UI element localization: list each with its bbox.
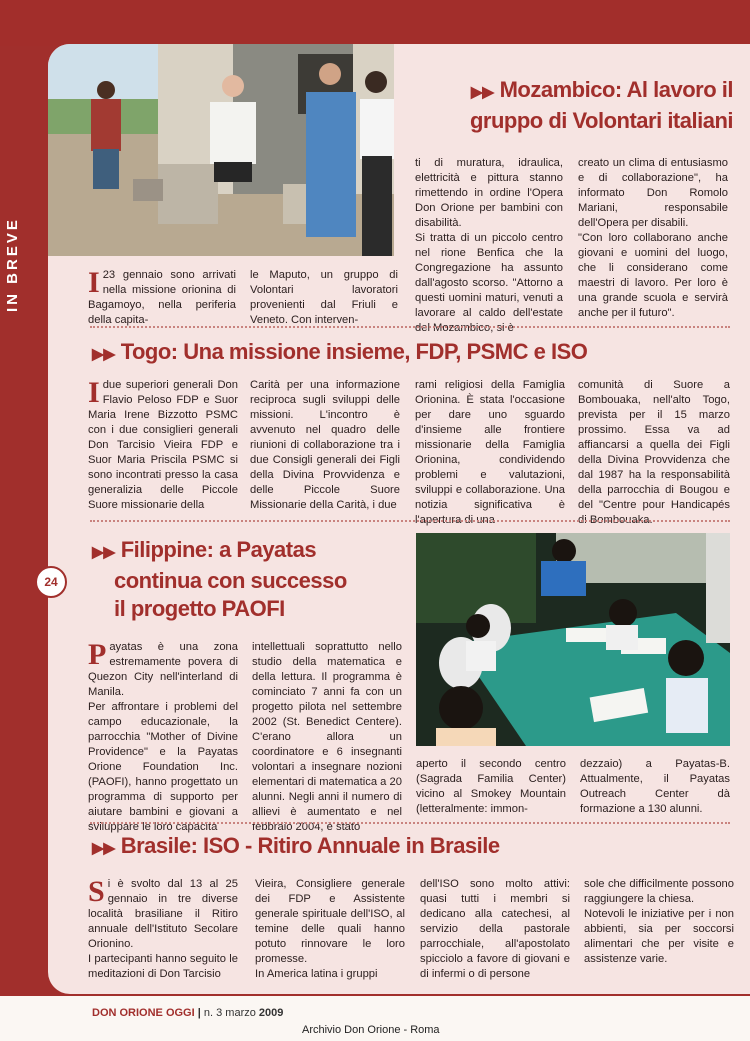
issue-year: 2009 — [258, 1007, 284, 1019]
headline-filippine: ▶▶ Filippine: a Payatas continua con successo il progetto PAOFI — [92, 537, 347, 621]
dropcap: S — [88, 875, 105, 908]
mozambico-col-2: le Maputo, un gruppo di Volontari lavoratori provenienti dal Friuli e Veneto. Con interven- — [250, 269, 398, 326]
togo-col-1: I due superiori generali Don Flavio Peloso FDP e Suor Maria Irene Bizzotto PSMC con i due consiglieri generali Don Tarcisio Vieira FDP e Suor Maria Priscila PSMC si sono incontrati presso la casa generalizia delle Piccole Suore missionarie della — [88, 376, 238, 511]
section-label: IN BREVE — [4, 217, 21, 313]
dropcap: I — [88, 266, 100, 299]
magazine-name: DON ORIONE OGGI — [92, 1007, 195, 1019]
footer-masthead: DON ORIONE OGGI | n. 3 marzo 2009 — [92, 1007, 284, 1019]
double-arrow-icon: ▶▶ — [92, 840, 115, 857]
brasile-col-1: Si è svolto dal 13 al 25 gennaio in tre diverse località brasiliane il Ritiro annuale dell'Istituto Secolare Orionino. I partecipanti hanno seguito le meditazioni di Don Tarcisio — [88, 875, 238, 980]
headline-mozambico: ▶▶ Mozambico: Al lavoro il gruppo di Volontari italiani — [469, 77, 733, 133]
photo-classroom — [416, 533, 730, 746]
brasile-col-4: sole che difficilmente possono raggiungere la chiesa. Notevoli le iniziative per i non abbienti, sia per soccorsi alimentari che per visite e assistenze varie. — [584, 878, 734, 965]
double-arrow-icon: ▶▶ — [470, 84, 494, 101]
brasile-col-2: Vieira, Consigliere generale dei FDP e Assistente generale spirituale dell'ISO, al temine delle quali hanno potuto rinnovare le loro promesse. In America latina i gruppi — [255, 878, 405, 980]
issue-number: n. 3 marzo — [200, 1007, 259, 1019]
dropcap: P — [88, 638, 107, 671]
togo-col-3: rami religiosi della Famiglia Orionina. È stata l'occasione per dare uno sguardo d'insieme alle frontiere missionarie della Famiglia Orionina, condividendo problemi e valutazioni, sviluppi e collaborazione. Una notizia significativa è l'apertura di una — [415, 379, 565, 526]
divider — [90, 520, 730, 522]
headline-brasile: ▶▶ Brasile: ISO - Ritiro Annuale in Brasile — [92, 833, 500, 858]
filippine-col-2: intellettuali soprattutto nello studio della matematica e della lettura. Il programma è cominciato 7 anni fa con un progetto pilota nel settembre 2002 (St. Benedict Centere). C'erano allora un coordinatore e 6 insegnanti volontari a insegnare nozioni elementari di matematica a 20 alunni. Negli anni il numero di allievi è aumentato e nel febbraio 2004, è stato — [252, 641, 402, 833]
photo-classroom-illustration — [416, 533, 730, 746]
divider — [90, 822, 730, 824]
archive-caption: Archivio Don Orione - Roma — [302, 1024, 440, 1036]
double-arrow-icon: ▶▶ — [92, 346, 115, 363]
mozambico-col-1: I 23 gennaio sono arrivati nella missione orionina di Bagamoyo, nella periferia della capita- — [88, 266, 236, 326]
photo-volunteers — [48, 44, 394, 256]
divider — [90, 326, 730, 328]
photo-volunteers-illustration — [48, 44, 394, 256]
filippine-col-4: dezzaio) a Payatas-B. Attualmente, il Payatas Outreach Center dà formazione a 130 alunni. — [580, 758, 730, 815]
brasile-col-3: dell'ISO sono molto attivi: quasi tutti i membri si dedicano alla catechesi, al servizio della pastorale parrocchiale, all'apostolato spicciolo a favore di giovani e di infermi o di persone — [420, 878, 570, 980]
mozambico-col-4: creato un clima di entusiasmo e di collaborazione", ha informato Don Romolo Mariani, responsabile dell'Opera per disabili. "Con loro collaborano anche giovani e uomini del luogo, che li considerano come maestri di lavoro. Per loro è una grande scuola e servirà anche per il futuro". — [578, 157, 728, 319]
double-arrow-icon: ▶▶ — [92, 544, 115, 561]
filippine-col-3: aperto il secondo centro (Sagrada Familia Center) vicino al Smokey Mountain (letteralmente: immon- — [416, 758, 566, 815]
dropcap: I — [88, 376, 100, 409]
filippine-col-1: Payatas è una zona estremamente povera di Quezon City nell'interland di Manila. Per affrontare i problemi del campo educazionale, la parrocchia "Mother of Divine Providence" e la Payatas Orione Foundation Inc. (PAOFI), hanno progettato un programma di supporto per aiutare bambini e giovani a sviluppare le loro capacità — [88, 638, 238, 833]
headline-togo: ▶▶ Togo: Una missione insieme, FDP, PSMC e ISO — [92, 339, 588, 364]
page-number: 24 — [35, 566, 67, 598]
mozambico-col-3: ti di muratura, idraulica, elettricità e pittura stanno rimettendo in ordine l'Opera Don Orione per bambini con disabilità. Si tratta di un piccolo centro nel rione Benfica che la Congregazione ha assunto dall'agosto scorso. "Attorno a questi uomini maturi, venuti a lavorare al caldo dell'estate del Mozambico, si è — [415, 157, 563, 334]
togo-col-2: Carità per una informazione reciproca sugli sviluppi delle missioni. L'incontro è avvenuto nel quadro delle riunioni di collaborazione tra i due Consigli generali dei Figli della Divina Provvidenza e delle Piccole Suore Missionarie della Carità, i due — [250, 379, 400, 511]
togo-col-4: comunità di Suore a Bombouaka, nell'alto Togo, prevista per il 15 marzo prossimo. Essa va ad affiancarsi a quella dei Figli della Divina Provvidenza che dal 1987 ha la responsabilità della parrocchia di Bougou e del "Centre pour Handicapés di Bombouaka. — [578, 379, 730, 526]
top-band — [0, 0, 750, 46]
